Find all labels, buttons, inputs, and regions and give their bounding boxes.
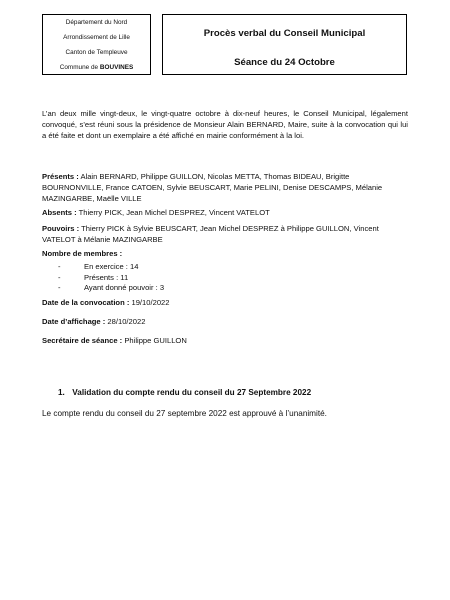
pouvoirs-label: Pouvoirs :	[42, 224, 80, 233]
membres-item-pouvoir: Ayant donné pouvoir : 3	[84, 283, 165, 293]
membres-label: Nombre de membres :	[42, 249, 123, 258]
convocation-label: Date de la convocation :	[42, 298, 130, 307]
membres-item-presents: Présents : 11	[84, 272, 129, 282]
header-line-canton: Canton de Templeuve	[65, 49, 128, 56]
section-1-number: 1.	[58, 388, 65, 397]
commune-name: BOUVINES	[99, 64, 134, 71]
pouvoirs-text: Thierry PICK à Sylvie BEUSCART, Jean Michel DESPREZ à Philippe GUILLON, Vincent VATELOT à Mélanie MAZINGARBE	[42, 224, 379, 244]
absents-text: Thierry PICK, Jean Michel DESPREZ, Vincent VATELOT	[78, 208, 270, 217]
header-line-arrondissement: Arrondissement de Lille	[63, 34, 130, 41]
membres-list	[58, 262, 164, 294]
section-1-title: Validation du compte rendu du conseil du 27 Septembre 2022	[72, 388, 312, 397]
session-date-title: Séance du 24 Octobre	[234, 57, 335, 68]
pouvoirs-paragraph	[42, 224, 408, 246]
intro-paragraph: L’an deux mille vingt-deux, le vingt-quatre octobre à dix-neuf heures, le Conseil Municipal, légalement convoqué, s’est réuni sous la présidence de Monsieur Alain BERNARD, Maire, suite à la convocation qui lui a été faite et dont un exemplaire a été affiché en mairie conformément à la loi.	[42, 109, 408, 140]
title-box	[162, 14, 407, 75]
affichage-line	[42, 317, 408, 328]
affichage-date: 28/10/2022	[107, 317, 146, 326]
header-line-department: Département du Nord	[65, 19, 128, 26]
membres-item-exercice: En exercice : 14	[84, 262, 139, 271]
secretaire-label: Secrétaire de séance :	[42, 336, 123, 345]
list-item: - Présents : 11	[58, 272, 129, 282]
secretaire-name: Philippe GUILLON	[124, 336, 187, 345]
presents-label: Présents :	[42, 172, 79, 181]
document-title: Procès verbal du Conseil Municipal	[203, 28, 366, 39]
convocation-date: 19/10/2022	[131, 298, 170, 307]
presents-text: Alain BERNARD, Philippe GUILLON, Nicolas METTA, Thomas BIDEAU, Brigitte BOURNONVILLE, France CATOEN, Sylvie BEUSCART, Marie PELINI, Denise DESCAMPS, Mélanie MAZINGARBE, Maëlle VILLE	[42, 172, 383, 203]
convocation-line	[42, 298, 408, 309]
section-1-text: Le compte rendu du conseil du 27 septembre 2022 est approuvé à l’unanimité.	[42, 409, 327, 418]
affichage-label: Date d’affichage :	[42, 317, 106, 326]
commune-prefix: Commune de	[59, 64, 99, 71]
header-line-commune	[43, 60, 150, 75]
absents-label: Absents :	[42, 208, 77, 217]
presents-paragraph	[42, 172, 408, 204]
list-item: - En exercice : 14	[58, 262, 139, 271]
secretaire-line	[42, 336, 408, 347]
administrative-header-box	[42, 14, 151, 75]
absents-paragraph	[42, 208, 408, 219]
list-item: - Ayant donné pouvoir : 3	[58, 283, 165, 293]
section-1-heading	[58, 388, 311, 397]
